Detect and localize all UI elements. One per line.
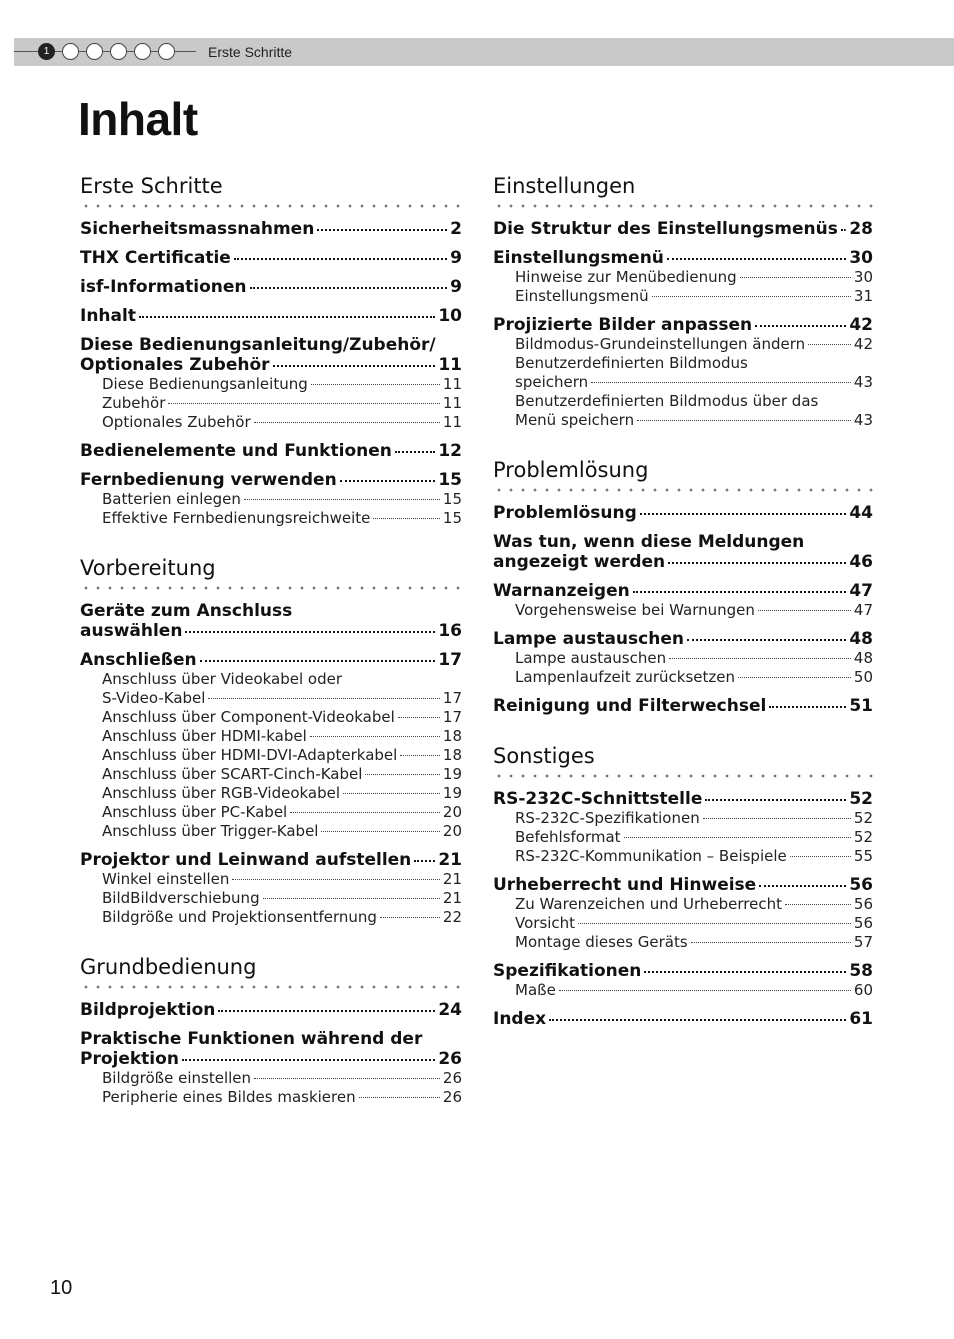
subentry-label: Lampe austauschen (515, 649, 667, 667)
dot-leader (232, 878, 440, 880)
subentry-page: 43 (853, 373, 873, 391)
dot-leader (687, 638, 846, 641)
dot-leader (273, 364, 436, 367)
entry-row[interactable] (493, 696, 873, 716)
subentry-page: 20 (442, 803, 462, 821)
toc-entry (493, 503, 873, 523)
section-title: Einstellungen (493, 174, 636, 198)
subentry-row[interactable] (80, 870, 462, 889)
dot-leader (234, 257, 447, 260)
subentry-label: Effektive Fernbedienungsreichweite (102, 509, 371, 527)
entry-row[interactable] (493, 219, 873, 239)
section-dotted-divider (80, 983, 462, 991)
entry-row[interactable] (80, 277, 462, 297)
subentry-row[interactable] (80, 889, 462, 908)
subentry-page: 22 (442, 908, 462, 926)
toc-entry (80, 277, 462, 297)
dot-leader (250, 286, 448, 289)
subentry-row[interactable] (80, 689, 462, 708)
entry-row[interactable] (493, 315, 873, 335)
subentry-label: Anschluss über PC-Kabel (102, 803, 288, 821)
subentry-label: Einstellungsmenü (515, 287, 649, 305)
entry-row[interactable] (80, 219, 462, 239)
subentry-label: Anschluss über SCART-Cinch-Kabel (102, 765, 363, 783)
dot-leader (365, 773, 440, 775)
dot-leader (218, 1009, 435, 1012)
entry-label: Die Struktur des Einstellungsmenüs (493, 219, 838, 239)
entry-row[interactable] (493, 552, 873, 572)
toc-entry (80, 1029, 462, 1107)
subentry-row[interactable] (80, 822, 462, 841)
section-title: Sonstiges (493, 744, 595, 768)
dot-leader (785, 903, 851, 905)
subentry-row[interactable] (493, 668, 873, 687)
subentry-page: 18 (442, 746, 462, 764)
subentry-row[interactable] (80, 803, 462, 822)
entry-label: RS-232C-Schnittstelle (493, 789, 703, 809)
subentry-label: S-Video-Kabel (102, 689, 206, 707)
dot-leader (139, 315, 435, 318)
dot-leader (841, 228, 846, 231)
entry-page: 16 (438, 621, 462, 641)
dot-leader (669, 657, 851, 659)
subentry-label: Vorgehensweise bei Warnungen (515, 601, 755, 619)
subentry-row[interactable] (493, 847, 873, 866)
toc-entry (493, 581, 873, 620)
entry-row[interactable] (80, 355, 462, 375)
subentry-row[interactable] (493, 287, 873, 306)
subentry-page: 26 (442, 1069, 462, 1087)
entry-row[interactable] (80, 441, 462, 461)
entry-label: Problemlösung (493, 503, 637, 523)
entry-page: 9 (450, 277, 462, 297)
dot-leader (705, 798, 846, 801)
toc-entry (80, 306, 462, 326)
dot-leader (244, 498, 440, 500)
dot-leader (758, 609, 851, 611)
subentry-page: 17 (442, 708, 462, 726)
subentry-page: 43 (853, 411, 873, 429)
subentry-row[interactable] (80, 509, 462, 528)
subentry-label: Peripherie eines Bildes maskieren (102, 1088, 356, 1106)
chapter-step-dot (62, 43, 79, 60)
dot-leader (290, 811, 440, 813)
section-title: Erste Schritte (80, 174, 223, 198)
toc-entry (80, 650, 462, 841)
subentry-row[interactable] (493, 411, 873, 430)
dot-leader (208, 697, 439, 699)
dot-leader (380, 916, 440, 918)
subentry-page: 47 (853, 601, 873, 619)
dot-leader (637, 419, 851, 421)
subentry-label: Optionales Zubehör (102, 413, 251, 431)
dot-leader (321, 830, 439, 832)
subentry-label: Bildmodus-Grundeinstellungen ändern (515, 335, 806, 353)
entry-label: Inhalt (80, 306, 136, 326)
toc-entry (80, 601, 462, 641)
subentry-label-line1: Benutzerdefinierten Bildmodus (515, 354, 748, 372)
subentry-row[interactable] (80, 1088, 462, 1107)
entry-page: 30 (849, 248, 873, 268)
subentry-label: Anschluss über HDMI-kabel (102, 727, 307, 745)
subentry-row[interactable] (80, 375, 462, 394)
subentry-page: 56 (853, 895, 873, 913)
entry-page: 47 (849, 581, 873, 601)
entry-label: THX Certificatie (80, 248, 231, 268)
toc-entry (493, 532, 873, 572)
section-title: Grundbedienung (80, 955, 257, 979)
entry-label: Bedienelemente und Funktionen (80, 441, 392, 461)
entry-row[interactable] (493, 961, 873, 981)
toc-entry (493, 696, 873, 716)
subentry-page: 48 (853, 649, 873, 667)
entry-label: Fernbedienung verwenden (80, 470, 337, 490)
dot-leader (182, 1058, 435, 1061)
subentry-row[interactable] (493, 828, 873, 847)
subentry-row[interactable] (80, 413, 462, 432)
dot-leader (310, 735, 440, 737)
subentry-label: Vorsicht (515, 914, 576, 932)
toc-entry (80, 335, 462, 432)
subentry-label: Zubehör (102, 394, 166, 412)
entry-page: 42 (849, 315, 873, 335)
subentry-row[interactable] (493, 895, 873, 914)
chapter-steps (38, 43, 175, 60)
toc-entry (493, 961, 873, 1000)
subentry-row[interactable] (493, 373, 873, 392)
subentry-page: 20 (442, 822, 462, 840)
subentry-page: 15 (442, 509, 462, 527)
subentry-label: Lampenlaufzeit zurücksetzen (515, 668, 736, 686)
toc-entry (493, 315, 873, 430)
dot-leader (254, 421, 440, 423)
toc-entry (493, 219, 873, 239)
entry-row[interactable] (493, 581, 873, 601)
subentry-label: Bildgröße einstellen (102, 1069, 252, 1087)
entry-label: Bildprojektion (80, 1000, 216, 1020)
section-dotted-divider (493, 202, 873, 210)
dot-leader (759, 884, 846, 887)
chapter-step-dot (134, 43, 151, 60)
entry-page: 21 (438, 850, 462, 870)
entry-label-line1: Was tun, wenn diese Meldungen (493, 532, 805, 552)
entry-label: Lampe austauschen (493, 629, 684, 649)
subentry-row[interactable] (493, 649, 873, 668)
entry-row[interactable] (493, 248, 873, 268)
section-dotted-divider (80, 584, 462, 592)
subentry-label: Befehlsformat (515, 828, 621, 846)
subentry-row[interactable] (80, 394, 462, 413)
subentry-page: 31 (853, 287, 873, 305)
entry-row[interactable] (493, 629, 873, 649)
subentry-page: 26 (442, 1088, 462, 1106)
section-dotted-divider (493, 486, 873, 494)
subentry-label: speichern (515, 373, 589, 391)
dot-leader (790, 855, 851, 857)
page-title: Inhalt (78, 93, 198, 145)
entry-row[interactable] (80, 1000, 462, 1020)
subentry-label: RS-232C-Spezifikationen (515, 809, 700, 827)
subentry-page: 60 (853, 981, 873, 999)
subentry-label: Menü speichern (515, 411, 635, 429)
dot-leader (400, 754, 440, 756)
dot-leader (168, 402, 440, 404)
subentry-label-line1: Anschluss über Videokabel oder (102, 670, 343, 688)
entry-page: 48 (849, 629, 873, 649)
dot-leader (559, 989, 851, 991)
toc-section (493, 456, 873, 716)
chapter-label: Erste Schritte (208, 44, 293, 60)
entry-row[interactable] (493, 875, 873, 895)
section-title: Problemlösung (493, 458, 649, 482)
subentry-page: 15 (442, 490, 462, 508)
entry-label: Optionales Zubehör (80, 355, 270, 375)
dot-leader (624, 836, 851, 838)
dot-leader (640, 512, 847, 515)
entry-page: 17 (438, 650, 462, 670)
toc-right-column (493, 172, 873, 1055)
subentry-row[interactable] (493, 981, 873, 1000)
toc-section (493, 172, 873, 430)
toc-entry (80, 219, 462, 239)
dot-leader (667, 257, 846, 260)
subentry-label: Bildgröße und Projektionsentfernung (102, 908, 377, 926)
dot-leader (808, 343, 851, 345)
toc-section (80, 554, 462, 927)
entry-label-line1: Diese Bedienungsanleitung/Zubehör/ (80, 335, 436, 355)
entry-page: 2 (450, 219, 462, 239)
subentry-row[interactable] (80, 765, 462, 784)
entry-row[interactable] (493, 503, 873, 523)
subentry-label: Anschluss über HDMI-DVI-Adapterkabel (102, 746, 398, 764)
subentry-row[interactable] (80, 490, 462, 509)
subentry-label: Anschluss über Trigger-Kabel (102, 822, 319, 840)
entry-page: 46 (849, 552, 873, 572)
toc-entry (493, 875, 873, 952)
subentry-page: 55 (853, 847, 873, 865)
dot-leader (769, 705, 846, 708)
dot-leader (578, 922, 851, 924)
subentry-page: 19 (442, 765, 462, 783)
subentry-row[interactable] (493, 601, 873, 620)
dot-leader (398, 716, 440, 718)
entry-page: 56 (849, 875, 873, 895)
chapter-step-dot: 1 (38, 43, 55, 60)
dot-leader (185, 630, 435, 633)
section-title: Vorbereitung (80, 556, 216, 580)
entry-label: Projizierte Bilder anpassen (493, 315, 753, 335)
dot-leader (340, 479, 436, 482)
dot-leader (738, 676, 851, 678)
dot-leader (317, 228, 447, 231)
subentry-row[interactable] (80, 784, 462, 803)
toc-left-column (80, 172, 462, 1133)
subentry-row[interactable] (80, 708, 462, 727)
subentry-page: 19 (442, 784, 462, 802)
dot-leader (414, 859, 435, 862)
subentry-label: Hinweise zur Menübedienung (515, 268, 737, 286)
entry-label: Warnanzeigen (493, 581, 630, 601)
subentry-page: 21 (442, 870, 462, 888)
subentry-label: BildBildverschiebung (102, 889, 260, 907)
entry-label: Index (493, 1009, 547, 1029)
entry-label: Reinigung und Filterwechsel (493, 696, 767, 716)
subentry-page: 42 (853, 335, 873, 353)
entry-page: 12 (438, 441, 462, 461)
entry-row[interactable] (493, 1009, 873, 1029)
dot-leader (254, 1077, 440, 1079)
toc-entry (493, 248, 873, 306)
dot-leader (740, 276, 851, 278)
toc-entry (80, 248, 462, 268)
dot-leader (311, 383, 440, 385)
entry-page: 51 (849, 696, 873, 716)
dot-leader (359, 1096, 440, 1098)
entry-page: 24 (438, 1000, 462, 1020)
subentry-row[interactable] (80, 1069, 462, 1088)
subentry-label: RS-232C-Kommunikation – Beispiele (515, 847, 787, 865)
toc-entry (493, 789, 873, 866)
toc-entry (80, 850, 462, 927)
dot-leader (343, 792, 440, 794)
entry-page: 26 (438, 1049, 462, 1069)
entry-label: Anschließen (80, 650, 197, 670)
subentry-label-line1: Benutzerdefinierten Bildmodus über das (515, 392, 819, 410)
subentry-page: 11 (442, 375, 462, 393)
entry-page: 58 (849, 961, 873, 981)
toc-entry (80, 1000, 462, 1020)
entry-row[interactable] (80, 306, 462, 326)
entry-page: 61 (849, 1009, 873, 1029)
subentry-label: Anschluss über RGB-Videokabel (102, 784, 341, 802)
section-dotted-divider (493, 772, 873, 780)
subentry-row[interactable] (493, 335, 873, 354)
entry-page: 44 (849, 503, 873, 523)
toc-entry (493, 1009, 873, 1029)
subentry-page: 17 (442, 689, 462, 707)
subentry-label: Montage dieses Geräts (515, 933, 688, 951)
subentry-label: Maße (515, 981, 556, 999)
entry-row[interactable] (80, 248, 462, 268)
dot-leader (644, 970, 846, 973)
entry-page: 28 (849, 219, 873, 239)
entry-row[interactable] (493, 789, 873, 809)
subentry-page: 11 (442, 394, 462, 412)
dot-leader (703, 817, 851, 819)
dot-leader (263, 897, 440, 899)
subentry-row[interactable] (80, 908, 462, 927)
subentry-row[interactable] (493, 268, 873, 287)
subentry-row[interactable] (493, 933, 873, 952)
entry-label-line1: Praktische Funktionen während der (80, 1029, 423, 1049)
entry-label: Sicherheitsmassnahmen (80, 219, 315, 239)
subentry-row[interactable] (493, 809, 873, 828)
page-number: 10 (50, 1277, 73, 1299)
subentry-row[interactable] (493, 914, 873, 933)
entry-label: Spezifikationen (493, 961, 642, 981)
dot-leader (755, 324, 846, 327)
entry-page: 52 (849, 789, 873, 809)
entry-label-line1: Geräte zum Anschluss (80, 601, 293, 621)
subentry-page: 52 (853, 809, 873, 827)
subentry-page: 30 (853, 268, 873, 286)
toc-section (80, 172, 462, 528)
entry-label: Urheberrecht und Hinweise (493, 875, 757, 895)
chapter-step-dot (158, 43, 175, 60)
dot-leader (200, 659, 436, 662)
entry-page: 15 (438, 470, 462, 490)
subentry-row[interactable] (80, 727, 462, 746)
subentry-label: Anschluss über Component-Videokabel (102, 708, 395, 726)
subentry-page: 11 (442, 413, 462, 431)
toc-entry (493, 629, 873, 687)
dot-leader (395, 450, 435, 453)
subentry-page: 18 (442, 727, 462, 745)
subentry-label: Batterien einlegen (102, 490, 241, 508)
entry-row[interactable] (80, 1049, 462, 1069)
section-dotted-divider (80, 202, 462, 210)
entry-label: Einstellungsmenü (493, 248, 664, 268)
subentry-page: 57 (853, 933, 873, 951)
entry-row[interactable] (80, 850, 462, 870)
subentry-label: Diese Bedienungsanleitung (102, 375, 308, 393)
dot-leader (668, 561, 846, 564)
dot-leader (652, 295, 851, 297)
dot-leader (633, 590, 847, 593)
entry-row[interactable] (80, 470, 462, 490)
dot-leader (691, 941, 851, 943)
entry-label: auswählen (80, 621, 183, 641)
entry-page: 10 (438, 306, 462, 326)
entry-label: isf-Informationen (80, 277, 247, 297)
entry-page: 9 (450, 248, 462, 268)
subentry-page: 50 (853, 668, 873, 686)
toc-section (80, 953, 462, 1107)
dot-leader (373, 517, 440, 519)
subentry-row[interactable] (80, 746, 462, 765)
entry-row[interactable] (80, 650, 462, 670)
toc-entry (80, 441, 462, 461)
dot-leader (549, 1018, 846, 1021)
toc-section (493, 742, 873, 1029)
chapter-step-dot (110, 43, 127, 60)
chapter-step-dot (86, 43, 103, 60)
dot-leader (591, 381, 851, 383)
subentry-page: 56 (853, 914, 873, 932)
subentry-page: 21 (442, 889, 462, 907)
subentry-page: 52 (853, 828, 873, 846)
entry-page: 11 (438, 355, 462, 375)
entry-label: angezeigt werden (493, 552, 666, 572)
subentry-label: Winkel einstellen (102, 870, 230, 888)
subentry-label: Zu Warenzeichen und Urheberrecht (515, 895, 782, 913)
toc-entry (80, 470, 462, 528)
entry-row[interactable] (80, 621, 462, 641)
entry-label: Projektor und Leinwand aufstellen (80, 850, 412, 870)
entry-label: Projektion (80, 1049, 179, 1069)
